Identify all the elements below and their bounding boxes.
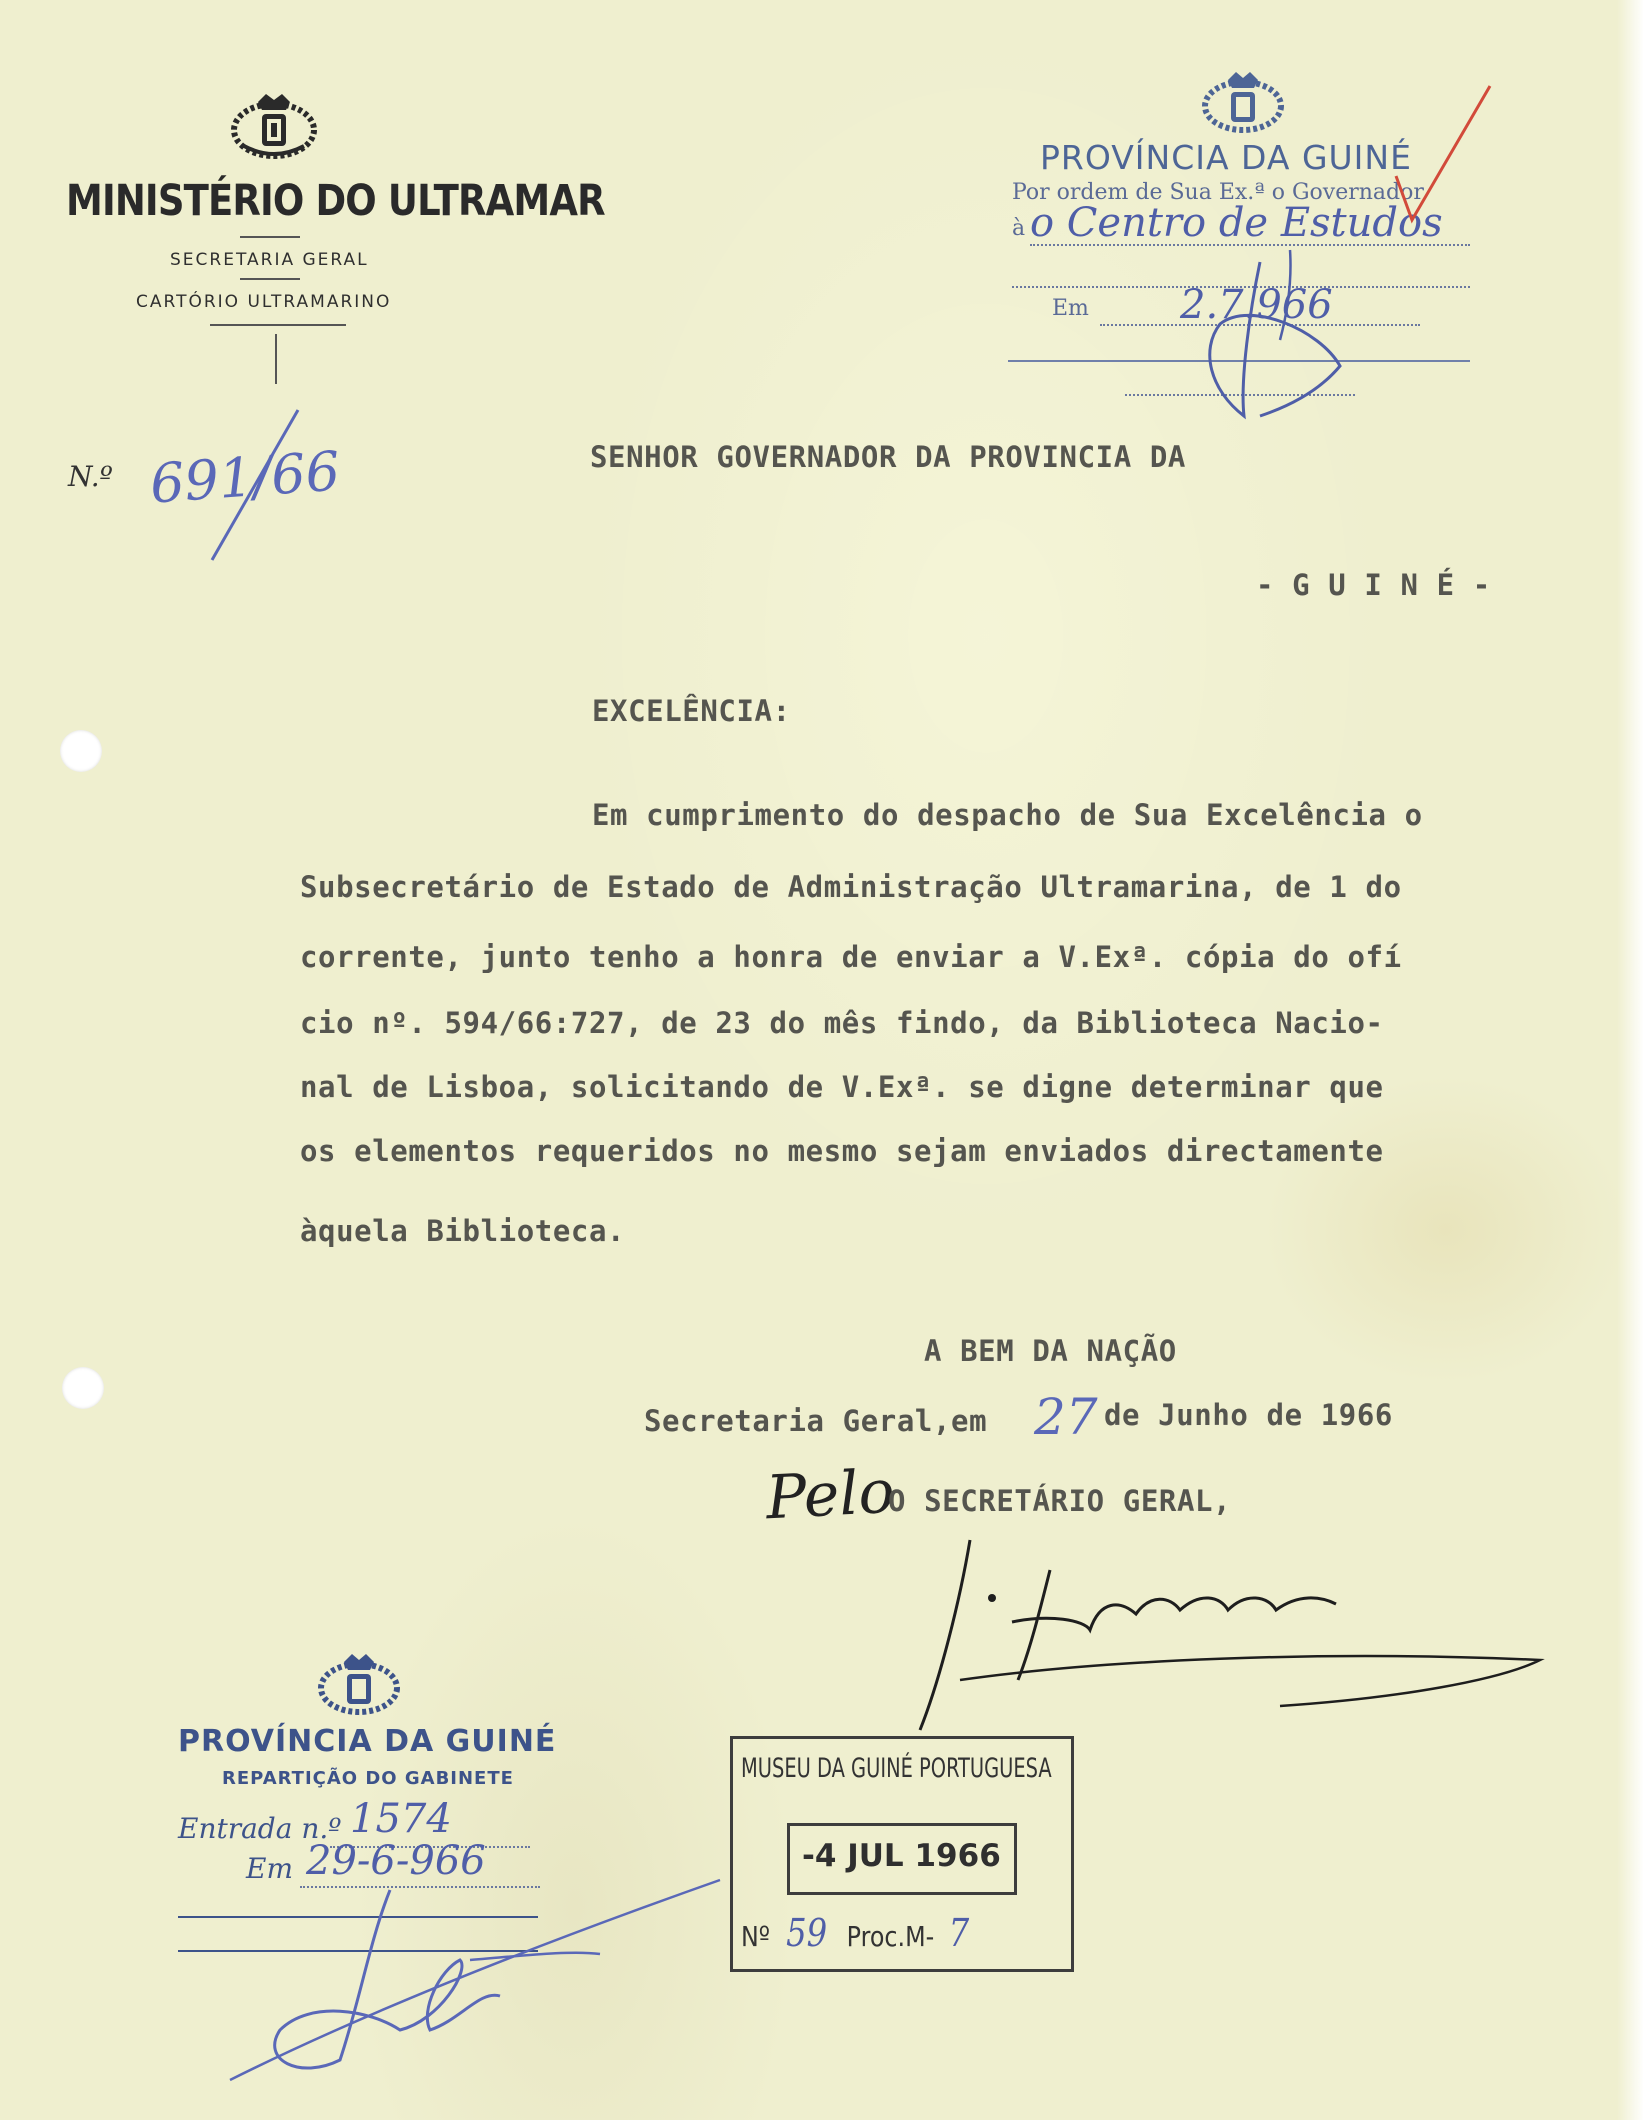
letter-closing: A BEM DA NAÇÃO bbox=[924, 1334, 1177, 1368]
reception-stamp-to-prefix: à bbox=[1012, 216, 1026, 241]
reception-initials-signature bbox=[1140, 240, 1380, 430]
coat-of-arms-icon bbox=[228, 90, 320, 162]
secretaria-geral: SECRETARIA GERAL bbox=[170, 250, 369, 270]
letterhead-divider-2 bbox=[240, 278, 300, 280]
museum-stamp-date-box bbox=[787, 1823, 1017, 1895]
museum-stamp bbox=[730, 1736, 1074, 1972]
letter-body-line-6: os elementos requeridos no mesmo sejam enviados directamente bbox=[300, 1134, 1384, 1168]
letter-body-line-7: àquela Biblioteca. bbox=[300, 1214, 626, 1248]
paper-edge bbox=[1617, 0, 1643, 2120]
museum-stamp-date: -4 JUL 1966 bbox=[802, 1838, 1001, 1874]
museum-stamp-number-row bbox=[741, 1911, 969, 1955]
letter-signer-hand: Pelo bbox=[764, 1456, 897, 1534]
letter-body-line-1: Em cumprimento do despacho de Sua Excelência o bbox=[592, 798, 1423, 832]
letter-body-line-4: cio nº. 594/66:727, de 23 do mês findo, da Biblioteca Nacio- bbox=[300, 1006, 1384, 1040]
reparticao-em-value: 29-6-966 bbox=[306, 1838, 486, 1884]
letter-body-line-2: Subsecretário de Estado de Administração Ultramarina, de 1 do bbox=[300, 870, 1402, 904]
reparticao-crest-icon bbox=[314, 1652, 404, 1718]
punch-hole-lower bbox=[62, 1367, 104, 1409]
reparticao-stamp-subtitle: REPARTIÇÃO DO GABINETE bbox=[222, 1768, 514, 1789]
reception-stamp-to-value: o Centro de Estudos bbox=[1030, 200, 1443, 246]
reparticao-em-label: Em bbox=[246, 1852, 293, 1885]
letter-date-suffix: de Junho de 1966 bbox=[1104, 1398, 1393, 1432]
province-crest-icon bbox=[1198, 70, 1288, 136]
reception-stamp-ordem: Por ordem de Sua Ex.ª o Governador bbox=[1012, 180, 1424, 205]
reparticao-stamp-title: PROVÍNCIA DA GUINÉ bbox=[178, 1724, 557, 1759]
letter-date-day: 27 bbox=[1034, 1388, 1098, 1446]
letterhead-divider-3 bbox=[210, 324, 346, 326]
letterhead-divider-1 bbox=[240, 236, 300, 238]
reparticao-entrada-label: Entrada n.º bbox=[178, 1812, 342, 1845]
museum-stamp-no-value: 59 bbox=[786, 1911, 828, 1955]
red-check-mark bbox=[1390, 80, 1500, 230]
letter-addressee: SENHOR GOVERNADOR DA PROVINCIA DA bbox=[590, 440, 1186, 474]
ministry-name: MINISTÉRIO DO ULTRAMAR bbox=[66, 176, 605, 226]
reparticao-entrada-value: 1574 bbox=[350, 1796, 452, 1842]
letter-signer-title: O SECRETÁRIO GERAL, bbox=[888, 1484, 1232, 1518]
letter-date-prefix: Secretaria Geral,em bbox=[644, 1404, 988, 1438]
museum-stamp-no-label: Nº bbox=[741, 1920, 771, 1953]
secretary-signature bbox=[900, 1510, 1560, 1740]
punch-hole-upper bbox=[60, 730, 102, 772]
reception-stamp-date-label: Em bbox=[1052, 296, 1089, 321]
reparticao-signature bbox=[220, 1860, 740, 2090]
museum-stamp-title: MUSEU DA GUINÉ PORTUGUESA bbox=[741, 1753, 1052, 1784]
letter-body-line-3: corrente, junto tenho a honra de enviar a V.Exª. cópia do ofí bbox=[300, 940, 1402, 974]
letter-place: - G U I N É - bbox=[1256, 568, 1491, 602]
reference-number-label: N.º bbox=[68, 460, 113, 493]
cartorio-ultramarino: CARTÓRIO ULTRAMARINO bbox=[136, 292, 392, 312]
handwritten-slash bbox=[200, 400, 310, 570]
letter-body-line-5: nal de Lisboa, solicitando de V.Exª. se digne determinar que bbox=[300, 1070, 1384, 1104]
reception-stamp-title: PROVÍNCIA DA GUINÉ bbox=[1040, 138, 1412, 177]
reference-number-value: 691/66 bbox=[148, 439, 342, 516]
museum-stamp-proc-value: 7 bbox=[948, 1911, 970, 1955]
reception-stamp-date-value: 2.7.966 bbox=[1180, 282, 1333, 328]
museum-stamp-proc-label: Proc.M- bbox=[846, 1920, 935, 1953]
letter-salutation: EXCELÊNCIA: bbox=[592, 694, 791, 728]
letterhead-stem bbox=[275, 334, 277, 384]
